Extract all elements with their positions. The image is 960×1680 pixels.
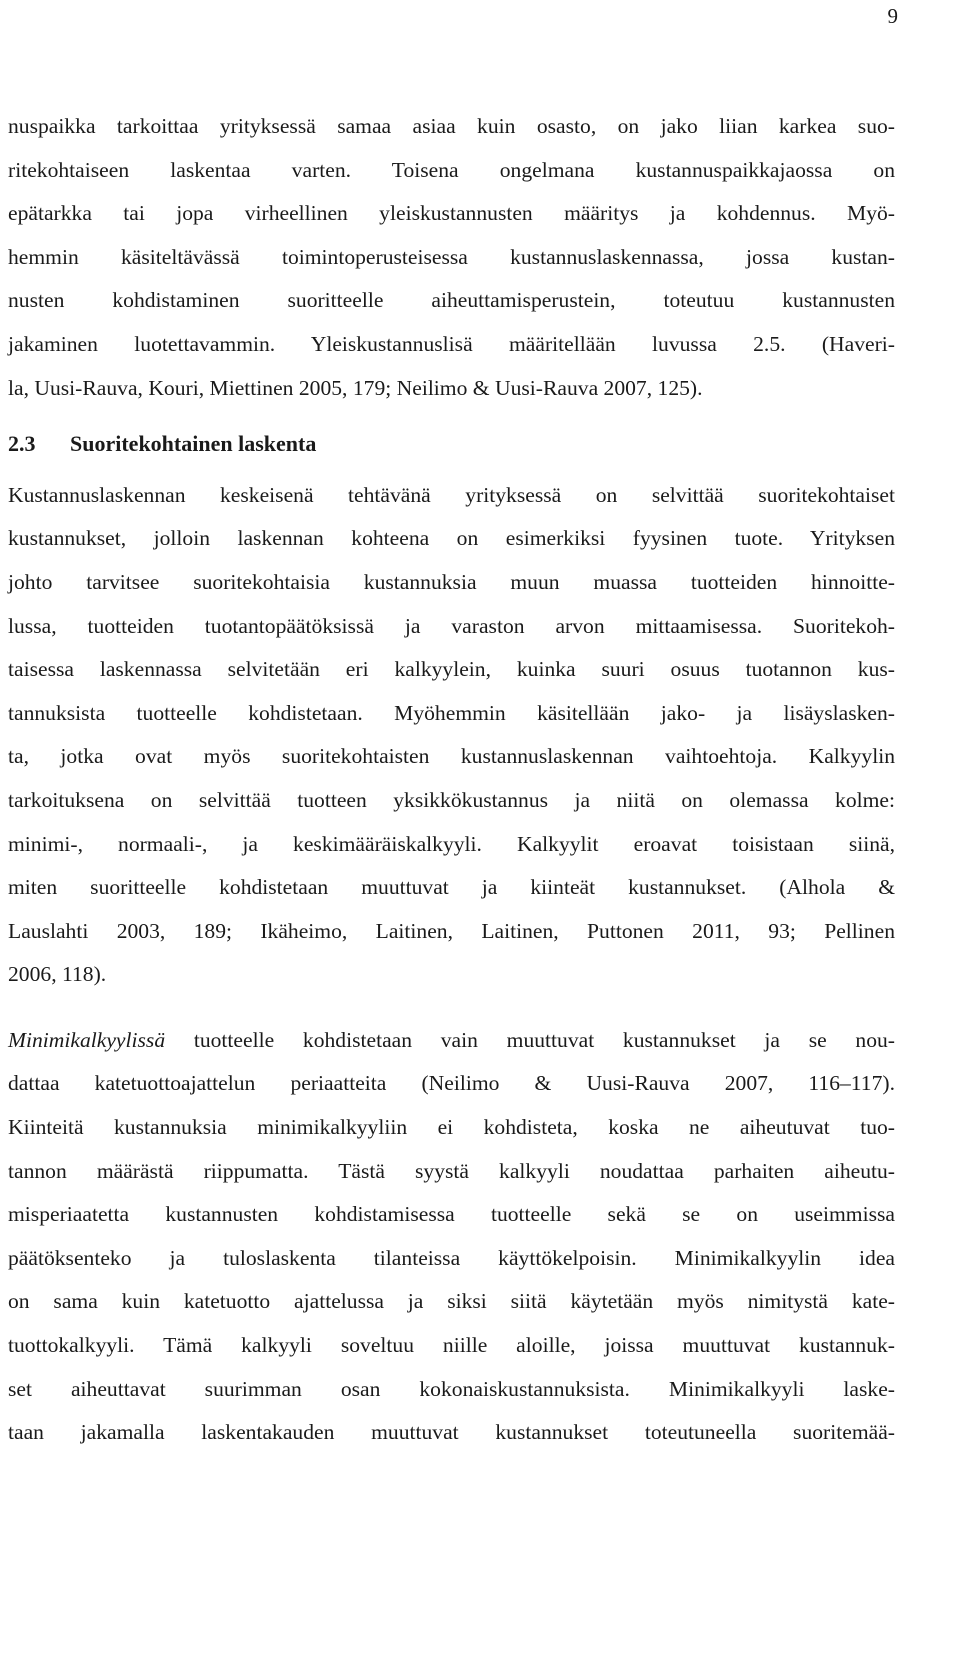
- section-title: Suoritekohtainen laskenta: [70, 431, 317, 457]
- text-line: misperiaatetta kustannusten kohdistamisessa tuotteelle sekä se on useimmissa: [8, 1202, 895, 1227]
- text-line: epätarkka tai jopa virheellinen yleiskustannusten määritys ja kohdennus. Myö-: [8, 201, 895, 226]
- paragraph-2: [8, 474, 895, 997]
- page-content: [8, 105, 895, 1455]
- text-line: päätöksenteko ja tuloslaskenta tilanteissa käyttökelpoisin. Minimikalkyylin idea: [8, 1245, 895, 1270]
- text-line: dattaa katetuottoajattelun periaatteita (Neilimo & Uusi-Rauva 2007, 116–117).: [8, 1071, 895, 1096]
- text-line: Kiinteitä kustannuksia minimikalkyyliin ei kohdisteta, koska ne aiheutuvat tuo-: [8, 1115, 895, 1140]
- text-line: lussa, tuotteiden tuotantopäätöksissä ja varaston arvon mittaamisessa. Suoritekoh-: [8, 613, 895, 638]
- text-line: johto tarvitsee suoritekohtaisia kustannuksia muun muassa tuotteiden hinnoitte-: [8, 569, 895, 594]
- text-line: taan jakamalla laskentakauden muuttuvat kustannukset toteutuneella suoritemää-: [8, 1420, 895, 1445]
- section-number: 2.3: [8, 431, 36, 457]
- text-line: Kustannuslaskennan keskeisenä tehtävänä yrityksessä on selvittää suoritekohtaiset: [8, 482, 895, 507]
- text-line: nusten kohdistaminen suoritteelle aiheuttamisperustein, toteutuu kustannusten: [8, 288, 895, 313]
- text-line: minimi-, normaali-, ja keskimääräiskalkyyli. Kalkyylit eroavat toisistaan siinä,: [8, 831, 895, 856]
- text-line: nuspaikka tarkoittaa yrityksessä samaa asiaa kuin osasto, on jako liian karkea suo-: [8, 114, 895, 138]
- italic-term: Minimikalkyylissä: [8, 1027, 166, 1052]
- text-line: ritekohtaiseen laskentaa varten. Toisena ongelmana kustannuspaikkajaossa on: [8, 157, 895, 182]
- text-line: tarkoituksena on selvittää tuotteen yksikkökustannus ja niitä on olemassa kolme:: [8, 787, 895, 812]
- text-line: tannuksista tuotteelle kohdistetaan. Myöhemmin käsitellään jako- ja lisäyslasken-: [8, 700, 895, 725]
- text-line: Lauslahti 2003, 189; Ikäheimo, Laitinen, Laitinen, Puttonen 2011, 93; Pellinen: [8, 918, 895, 943]
- text-line: tannon määrästä riippumatta. Tästä syystä kalkyyli noudattaa parhaiten aiheutu-: [8, 1158, 895, 1183]
- text-line: miten suoritteelle kohdistetaan muuttuvat ja kiinteät kustannukset. (Alhola &: [8, 875, 895, 900]
- text-line: jakaminen luotettavammin. Yleiskustannuslisä määritellään luvussa 2.5. (Haveri-: [8, 331, 895, 356]
- paragraph-3: [8, 1019, 895, 1455]
- text-line: 2006, 118).: [8, 962, 107, 987]
- text-line: la, Uusi-Rauva, Kouri, Miettinen 2005, 179; Neilimo & Uusi-Rauva 2007, 125).: [8, 375, 703, 400]
- text-line: [8, 1019, 895, 1063]
- paragraph-1: [8, 105, 895, 410]
- text-line: hemmin käsiteltävässä toimintoperusteisessa kustannuslaskennassa, jossa kustan-: [8, 244, 895, 269]
- section-heading: [8, 422, 895, 466]
- text-line: tuottokalkyyli. Tämä kalkyyli soveltuu niille aloille, joissa muuttuvat kustannuk-: [8, 1333, 895, 1358]
- text-span: tuotteelle kohdistetaan vain muuttuvat kustannukset ja se nou-: [165, 1027, 895, 1052]
- text-line: taisessa laskennassa selvitetään eri kalkyylein, kuinka suuri osuus tuotannon kus-: [8, 657, 895, 682]
- text-line: ta, jotka ovat myös suoritekohtaisten kustannuslaskennan vaihtoehtoja. Kalkyylin: [8, 744, 895, 769]
- text-line: kustannukset, jolloin laskennan kohteena on esimerkiksi fyysinen tuote. Yrityksen: [8, 526, 895, 551]
- page-number: 9: [887, 4, 898, 28]
- text-line: set aiheuttavat suurimman osan kokonaiskustannuksista. Minimikalkyyli laske-: [8, 1376, 895, 1401]
- text-line: on sama kuin katetuotto ajattelussa ja siksi siitä käytetään myös nimitystä kate-: [8, 1289, 895, 1314]
